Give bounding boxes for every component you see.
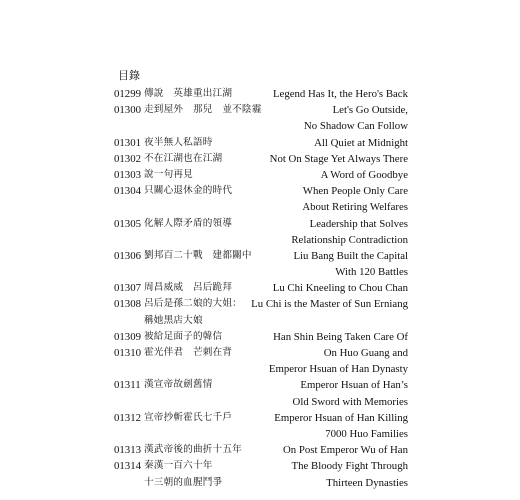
entry-english-title: Lu Chi is the Master of Sun Erniang xyxy=(251,298,408,311)
toc-entry-line xyxy=(114,475,408,491)
entry-number: 01305 xyxy=(114,217,141,230)
entry-english-title: Emperor Hsuan of Han Dynasty xyxy=(268,363,408,376)
toc-entry-line xyxy=(114,361,408,377)
entry-english-title: Relationship Contradiction xyxy=(291,233,408,246)
entry-chinese-title: 宣帝抄斬霍氏七千戶 xyxy=(144,411,233,423)
entry-english-title: When People Only Care xyxy=(302,185,408,198)
toc-entry-line xyxy=(114,377,408,393)
entry-english-title: Not On Stage Yet Always There xyxy=(269,152,408,165)
toc-entry-line xyxy=(114,296,408,312)
toc-entry-line xyxy=(114,280,408,296)
entry-english-title: The Bloody Fight Through xyxy=(291,460,408,473)
toc-entry-line xyxy=(114,458,408,474)
entry-english-title: Leadership that Solves xyxy=(309,217,408,230)
toc-entry-line xyxy=(114,264,408,280)
entry-chinese-title: 只關心退休金的時代 xyxy=(144,185,233,197)
entry-english-title: Old Sword with Memories xyxy=(292,395,408,408)
toc-entry-line xyxy=(114,394,408,410)
entry-chinese-title: 不在江湖也在江湖 xyxy=(144,152,223,164)
entry-english-title: With 120 Battles xyxy=(335,266,408,279)
entry-english-title: Thirteen Dynasties xyxy=(326,476,408,489)
entry-english-title: Legend Has It, the Hero's Back xyxy=(272,88,408,100)
entry-english-title: All Quiet at Midnight xyxy=(314,136,408,149)
toc-title: 目錄 xyxy=(118,69,140,82)
entry-number: 01314 xyxy=(114,460,141,473)
toc-entry-line xyxy=(114,183,408,199)
toc-entry-line xyxy=(114,313,408,329)
entry-chinese-title: 漢武帝後的曲折十五年 xyxy=(144,444,242,456)
entry-number: 01304 xyxy=(114,185,141,198)
entry-chinese-title: 漢宣帝故劍舊情 xyxy=(144,379,213,391)
entry-chinese-title: 化解人際矛盾的領導 xyxy=(144,217,233,229)
entry-number: 01308 xyxy=(114,298,141,311)
entry-number: 01302 xyxy=(114,152,141,165)
entry-chinese-title: 夜半無人私語時 xyxy=(144,136,213,148)
toc-entry-line xyxy=(114,167,408,183)
entry-english-title: No Shadow Can Follow xyxy=(303,120,408,133)
entry-number: 01313 xyxy=(114,444,141,457)
entry-number: 01300 xyxy=(114,104,141,117)
entry-english-title: A Word of Goodbye xyxy=(320,168,408,181)
entry-chinese-title: 周昌威威 呂后跪拜 xyxy=(144,282,233,294)
toc-entry-line xyxy=(114,151,408,167)
toc-entry-line xyxy=(114,410,408,426)
entry-english-title: Han Shin Being Taken Care Of xyxy=(273,330,408,343)
entry-number: 01311 xyxy=(114,379,141,392)
entry-english-title: Liu Bang Built the Capital xyxy=(293,249,408,262)
entry-chinese-title: 被給足面子的韓信 xyxy=(144,330,223,342)
toc-entry-line xyxy=(114,248,408,264)
toc-entry-line xyxy=(114,199,408,215)
toc-entry-line xyxy=(114,426,408,442)
table-of-contents xyxy=(114,86,408,491)
entry-number: 01309 xyxy=(114,330,141,343)
entry-chinese-title: 稱她黑店大娘 xyxy=(144,314,203,326)
entry-english-title: On Post Emperor Wu of Han xyxy=(282,444,408,457)
entry-chinese-title: 秦漢一百六十年 xyxy=(144,460,213,472)
toc-entry-line xyxy=(114,102,408,118)
entry-english-title: About Retiring Welfares xyxy=(302,201,408,214)
toc-entry-line xyxy=(114,135,408,151)
entry-number: 01306 xyxy=(114,249,141,262)
entry-chinese-title: 傳說 英雄重出江湖 xyxy=(144,88,233,99)
entry-chinese-title: 霍光伴君 芒刺在背 xyxy=(144,347,233,358)
entry-chinese-title: 走到屋外 那兒 並不陰霾 xyxy=(144,104,262,116)
entry-chinese-title: 呂后是孫二娘的大姐： xyxy=(144,298,242,310)
toc-entry-line xyxy=(114,329,408,345)
entry-english-title: Lu Chi Kneeling to Chou Chan xyxy=(272,282,408,295)
toc-entry-line xyxy=(114,345,408,361)
entry-number: 01312 xyxy=(114,411,141,424)
toc-entry-line xyxy=(114,232,408,248)
entry-number: 01301 xyxy=(114,136,141,149)
entry-chinese-title: 十三朝的血腥鬥爭 xyxy=(144,476,223,488)
entry-number: 01303 xyxy=(114,168,141,181)
toc-entry-line xyxy=(114,442,408,458)
entry-number: 01310 xyxy=(114,347,141,359)
entry-english-title: Emperor Hsuan of Han Killing xyxy=(274,411,408,424)
entry-english-title: 7000 Huo Families xyxy=(325,427,408,440)
toc-entry-line xyxy=(114,216,408,232)
toc-entry-line xyxy=(114,118,408,134)
entry-chinese-title: 說一句再見 xyxy=(144,168,193,180)
entry-english-title: On Huo Guang and xyxy=(323,347,408,359)
entry-chinese-title: 劉邦百二十戰 建都關中 xyxy=(144,249,252,261)
entry-english-title: Let's Go Outside, xyxy=(332,104,408,117)
entry-number: 01299 xyxy=(114,88,141,100)
entry-english-title: Emperor Hsuan of Han’s xyxy=(300,379,408,392)
entry-number: 01307 xyxy=(114,282,141,295)
toc-entry-line xyxy=(114,86,408,102)
